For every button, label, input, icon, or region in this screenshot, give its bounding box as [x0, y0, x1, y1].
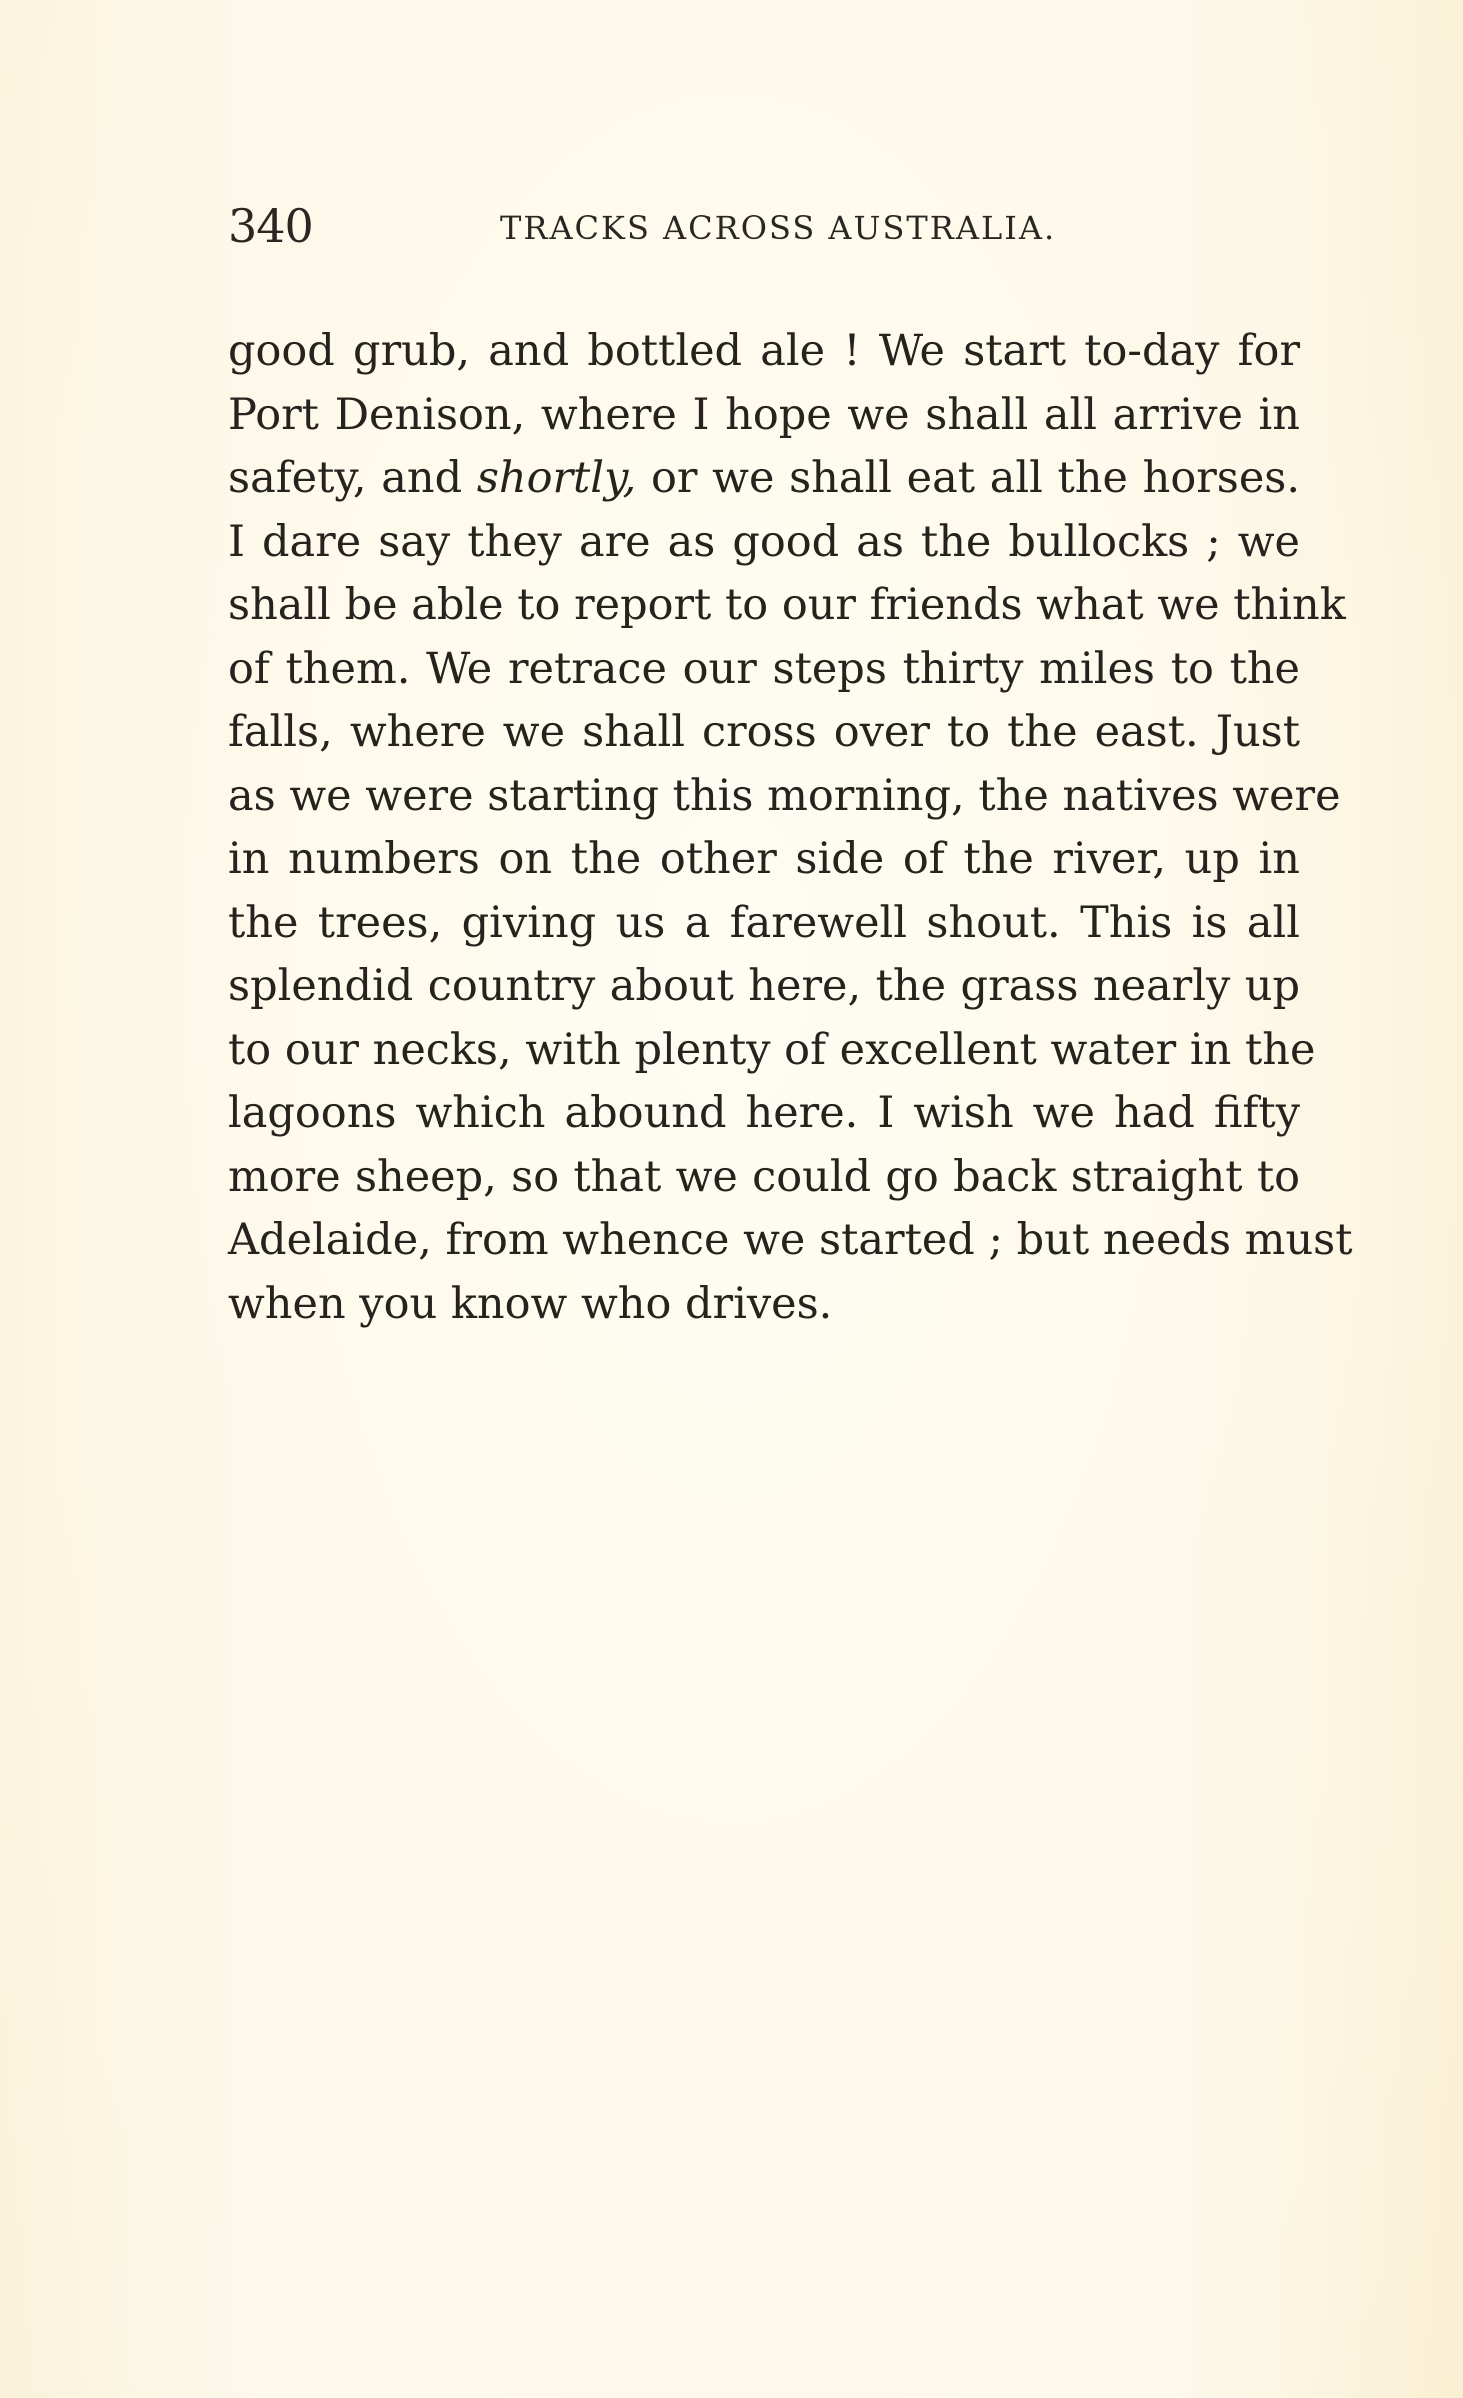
text-line-2: Port Denison, where I hope we shall all arrive in — [228, 389, 1300, 440]
text-line-13: lagoons which abound here. I wish we had fifty — [228, 1088, 1300, 1138]
text-line-4: I dare say they are as good as the bullocks ; we — [228, 516, 1300, 567]
text-line-3-end: or we shall eat all the horses. — [651, 453, 1301, 503]
text-line-8: as we were starting this morning, the natives were — [228, 770, 1341, 821]
text-line-14: more sheep, so that we could go back straight to — [228, 1151, 1300, 1202]
emphasis-shortly: shortly, — [476, 453, 637, 503]
text-line-11: splendid country about here, the grass nearly up — [228, 961, 1300, 1011]
text-line-6: of them. We retrace our steps thirty miles to the — [228, 643, 1300, 694]
text-line-16: when you know who drives. — [228, 1278, 833, 1329]
text-line-1: good grub, and bottled ale ! We start to-day for — [228, 326, 1300, 376]
text-line-3-start: safety, and — [228, 453, 463, 503]
page-header — [228, 196, 1308, 256]
text-line-3 — [228, 447, 1300, 511]
text-line-10: the trees, giving us a farewell shout. This is all — [228, 897, 1300, 948]
text-line-12: to our necks, with plenty of excellent water in the — [228, 1024, 1316, 1075]
text-line-5: shall be able to report to our friends what we think — [228, 580, 1346, 630]
body-text — [228, 320, 1353, 1336]
text-line-9: in numbers on the other side of the river, up in — [228, 834, 1300, 884]
text-line-15: Adelaide, from whence we started ; but needs must — [228, 1215, 1353, 1265]
text-line-7: falls, where we shall cross over to the east. Just — [228, 707, 1300, 757]
page-number: 340 — [228, 199, 313, 253]
running-head: TRACKS ACROSS AUSTRALIA. — [500, 209, 1057, 247]
